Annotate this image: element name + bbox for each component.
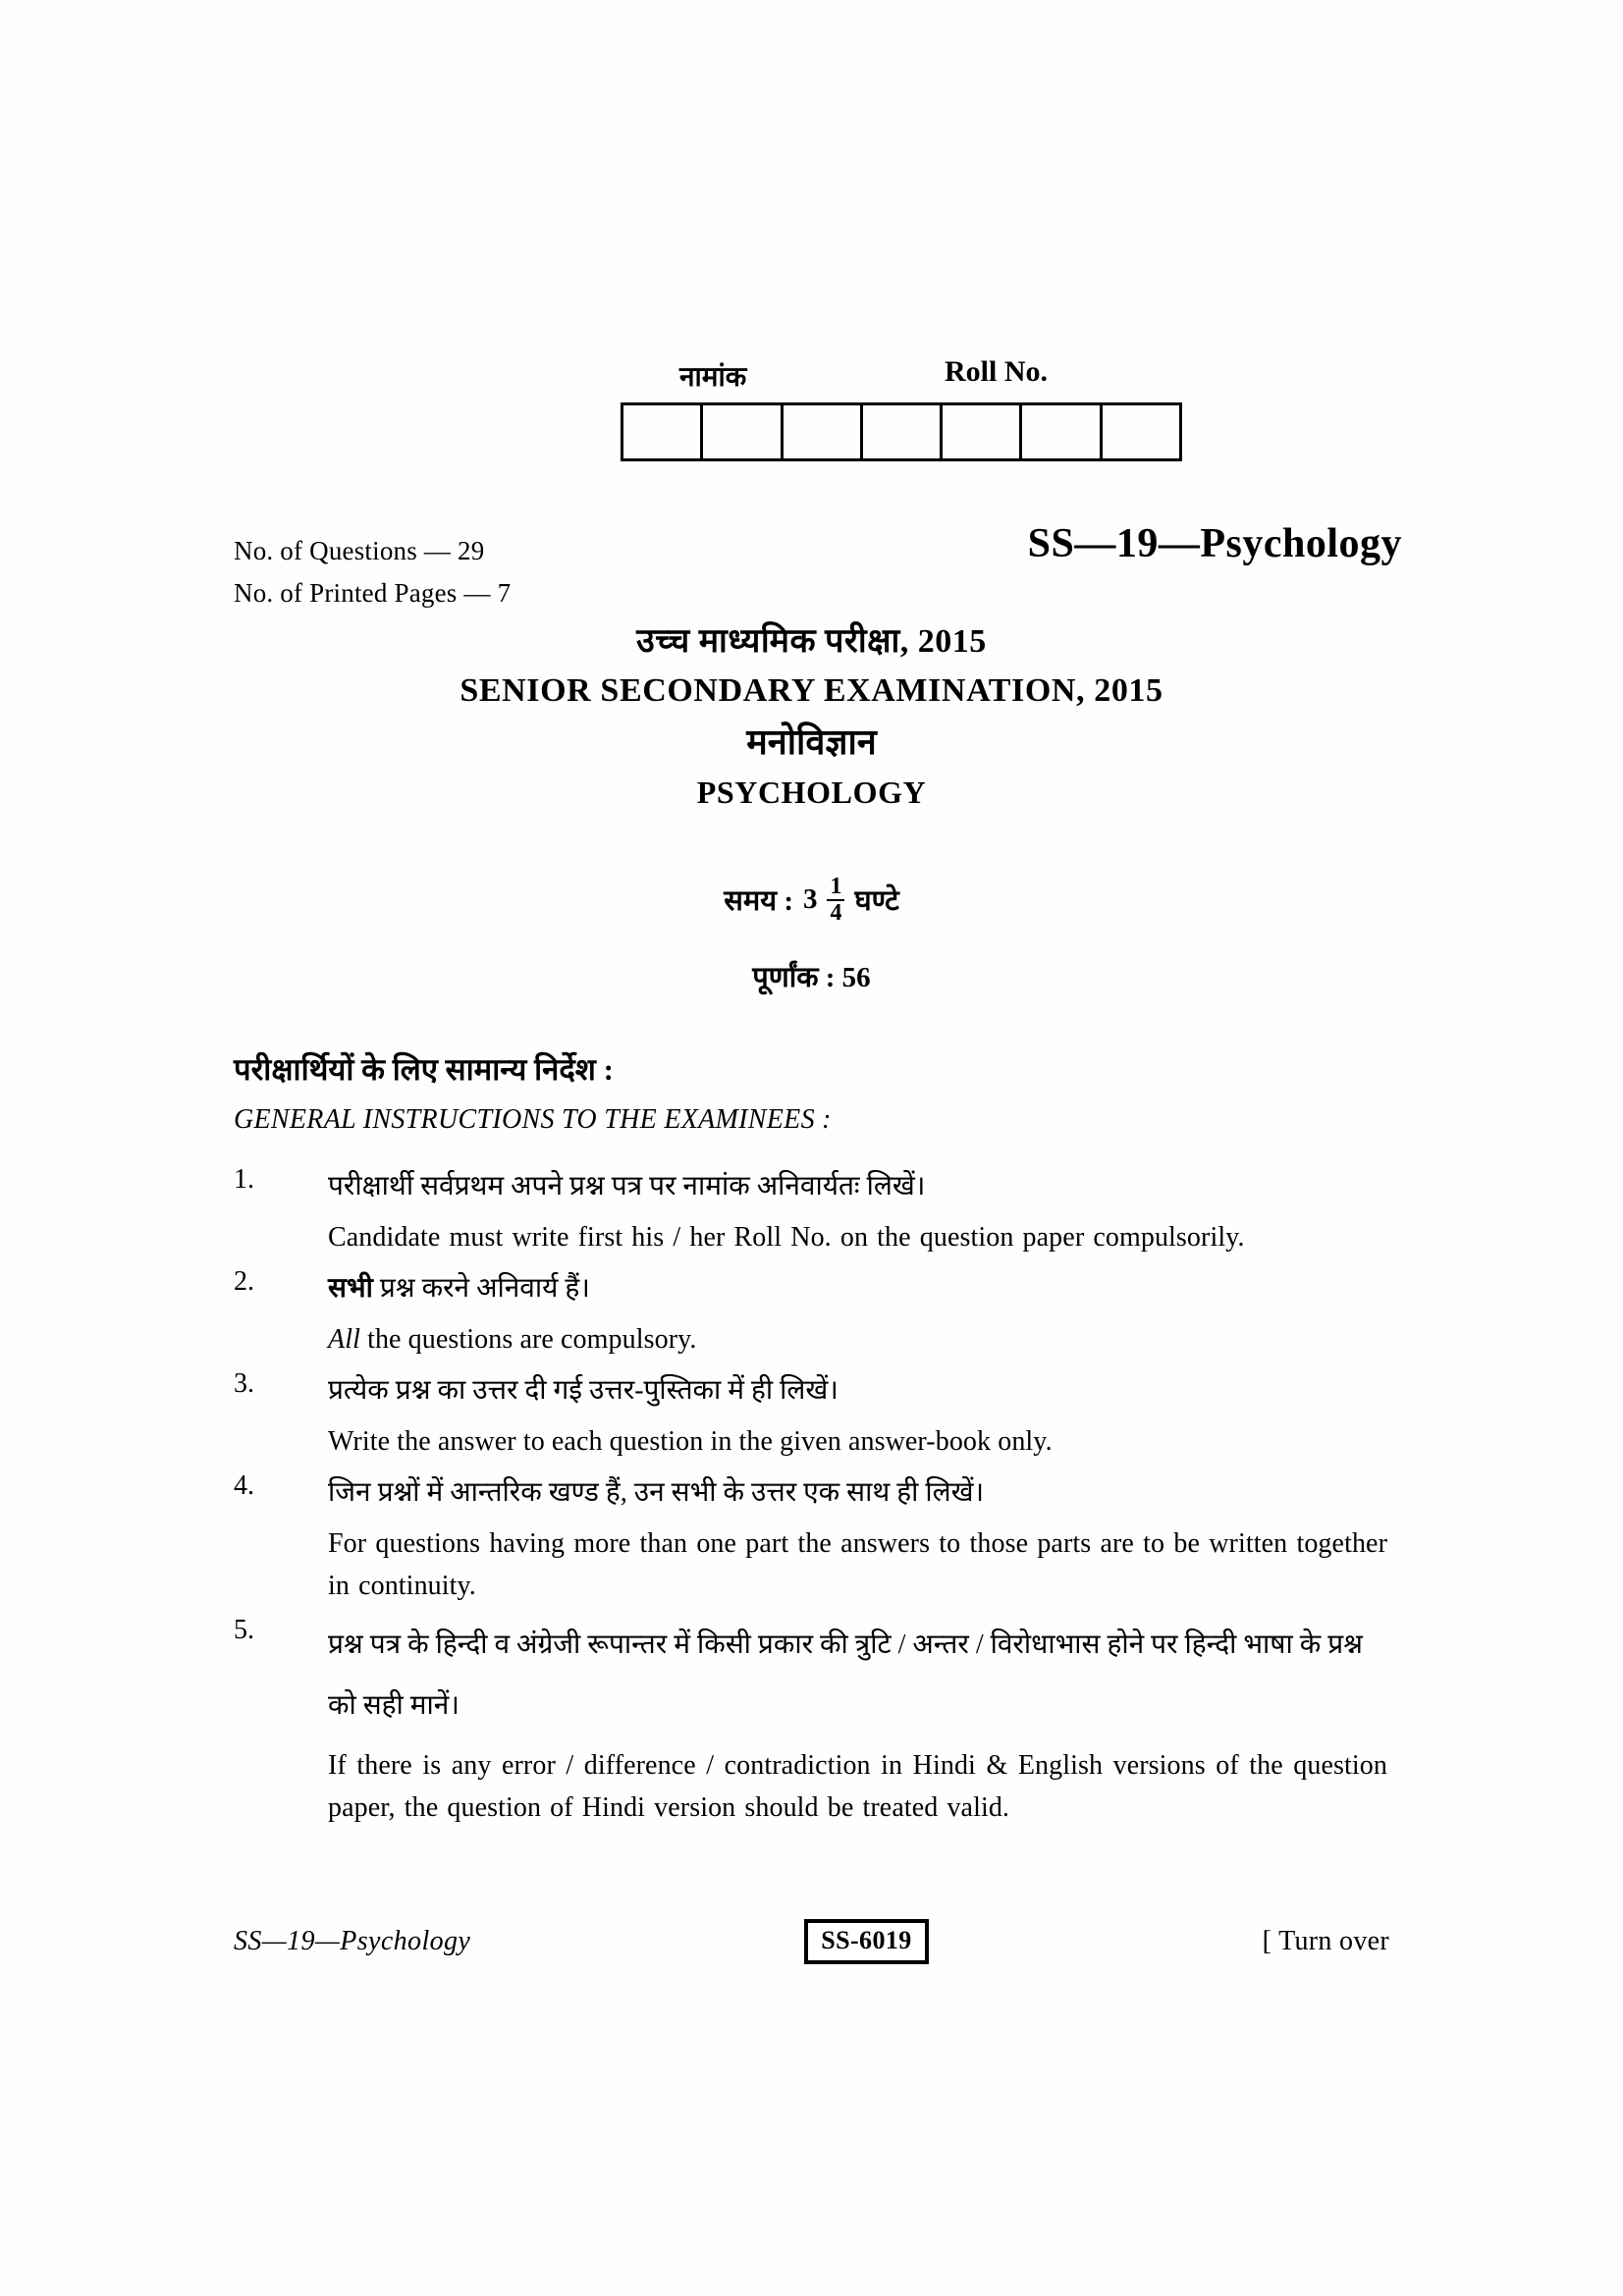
instruction-number: 3.	[234, 1368, 254, 1399]
footer-turn-over: [ Turn over	[1262, 1926, 1389, 1956]
footer-code-box: SS-6019	[804, 1919, 928, 1964]
exam-name-hindi: उच्च माध्यमिक परीक्षा, 2015	[636, 623, 987, 660]
subject-name-english: PSYCHOLOGY	[696, 774, 927, 810]
fraction-numerator: 1	[830, 874, 842, 899]
time-whole-number: 3	[802, 882, 818, 915]
instruction-number: 2.	[234, 1266, 254, 1297]
instruction-item	[234, 1470, 1387, 1607]
instruction-text-hindi: प्रश्न पत्र के हिन्दी व अंग्रेजी रूपान्तर में किसी प्रकार की त्रुटि / अन्तर / विरोधाभास होने पर हिन्दी भाषा के प्रश्न को सही मानें।	[328, 1629, 1363, 1721]
fraction-denominator: 4	[827, 899, 844, 926]
maximum-marks: पूर्णांक : 56	[752, 962, 871, 993]
roll-number-label-hindi: नामांक	[679, 362, 747, 393]
instruction-text-hindi	[328, 1266, 1387, 1310]
instructions-list	[234, 1164, 1387, 1837]
instruction-item	[234, 1368, 1387, 1463]
instruction-text-english	[328, 1318, 1387, 1361]
instruction-text-hindi: जिन प्रश्नों में आन्तरिक खण्ड हैं, उन सभी के उत्तर एक साथ ही लिखें।	[328, 1477, 985, 1508]
time-fraction	[827, 875, 844, 926]
instruction-number: 1.	[234, 1164, 254, 1195]
roll-number-cell[interactable]	[784, 405, 863, 458]
paper-meta-info	[234, 530, 511, 614]
exam-name-english: SENIOR SECONDARY EXAMINATION, 2015	[460, 672, 1163, 709]
instruction-text-english: If there is any error / difference / contradiction in Hindi & English versions of the question paper, the question of Hindi version should be treated valid.	[328, 1750, 1387, 1823]
instructions-heading-english: GENERAL INSTRUCTIONS TO THE EXAMINEES :	[234, 1104, 832, 1135]
instruction-text-english: Write the answer to each question in the given answer-book only.	[328, 1426, 1053, 1457]
time-allowed	[0, 874, 1623, 925]
roll-number-cell[interactable]	[1022, 405, 1102, 458]
roll-number-box[interactable]	[621, 402, 1182, 461]
instruction-text-english: For questions having more than one part the answers to those parts are to be written together in continuity.	[328, 1528, 1387, 1601]
instruction-hindi-rest: प्रश्न करने अनिवार्य हैं।	[372, 1273, 590, 1304]
instructions-heading-hindi: परीक्षार्थियों के लिए सामान्य निर्देश :	[234, 1052, 614, 1087]
no-of-questions: No. of Questions — 29	[234, 536, 485, 565]
instruction-item	[234, 1164, 1387, 1258]
instruction-number: 4.	[234, 1470, 254, 1501]
no-of-printed-pages: No. of Printed Pages — 7	[234, 578, 512, 608]
footer-paper-code: SS—19—Psychology	[234, 1926, 471, 1956]
roll-number-cell[interactable]	[863, 405, 943, 458]
time-label: समय :	[724, 884, 793, 917]
page-footer	[234, 1919, 1389, 1964]
instruction-text-english: Candidate must write first his / her Roll No. on the question paper compulsorily.	[328, 1222, 1245, 1253]
roll-number-cell[interactable]	[943, 405, 1022, 458]
instruction-text-hindi: परीक्षार्थी सर्वप्रथम अपने प्रश्न पत्र पर नामांक अनिवार्यतः लिखें।	[328, 1171, 926, 1201]
instruction-number: 5.	[234, 1615, 254, 1645]
roll-number-cell[interactable]	[1103, 405, 1179, 458]
instruction-english-rest: the questions are compulsory.	[359, 1324, 697, 1355]
roll-number-cell[interactable]	[703, 405, 783, 458]
instruction-english-emphasis: All	[328, 1324, 360, 1355]
exam-title-block	[0, 618, 1623, 817]
roll-number-label-english: Roll No.	[945, 355, 1048, 388]
subject-name-hindi: मनोविज्ञान	[746, 722, 877, 762]
instruction-item	[234, 1266, 1387, 1361]
roll-number-labels	[621, 355, 1182, 402]
time-unit-hindi: घण्टे	[854, 884, 899, 917]
instruction-item	[234, 1615, 1387, 1829]
paper-code-title: SS—19—Psychology	[1027, 521, 1402, 566]
instruction-text-hindi: प्रत्येक प्रश्न का उत्तर दी गई उत्तर-पुस्तिका में ही लिखें।	[328, 1375, 839, 1406]
roll-number-cell[interactable]	[623, 405, 703, 458]
instruction-hindi-emphasis: सभी	[328, 1273, 373, 1304]
roll-number-area	[621, 355, 1182, 461]
